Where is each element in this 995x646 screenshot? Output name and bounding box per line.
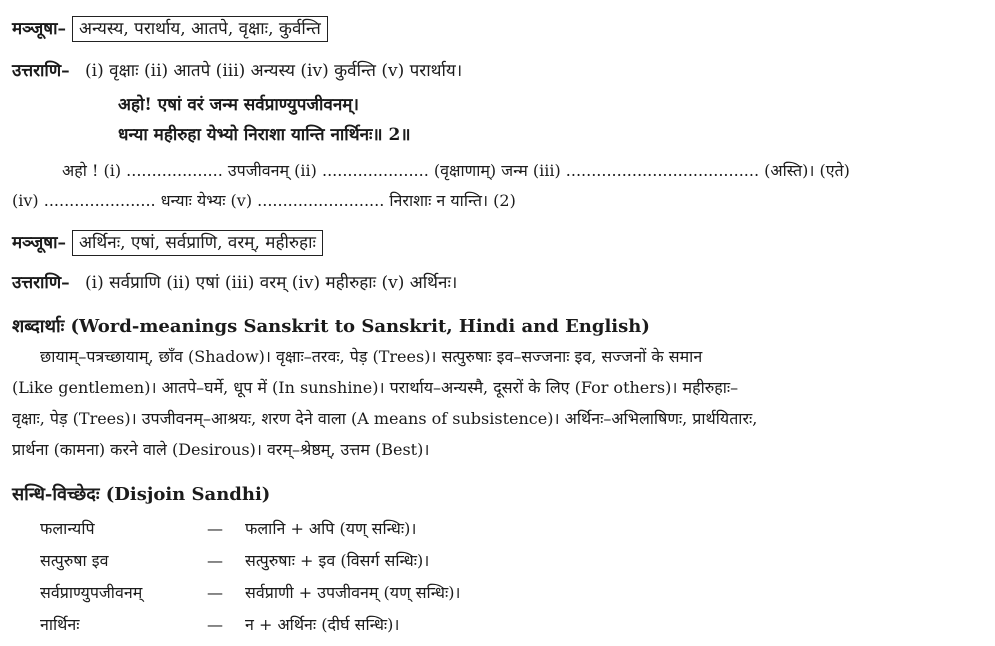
sandhi-split: फलानि + अपि (यण् सन्धिः)। [245,519,417,538]
answers-1-label: उत्तराणि– [12,61,70,81]
sandhi-split: न + अर्थिनः (दीर्घ सन्धिः)। [245,615,400,634]
answers-2-text: (i) सर्वप्राणि (ii) एषां (iii) वरम् (iv) महीरुहाः (v) अर्थिनः। [85,273,458,293]
sandhi-heading: सन्धि-विच्छेदः (Disjoin Sandhi) [12,484,271,505]
sandhi-dash: — [207,583,223,602]
sandhi-word: सर्वप्राण्युपजीवनम् [40,583,143,602]
sandhi-word: नार्थिनः [40,615,80,634]
answers-1-text: (i) वृक्षाः (ii) आतपे (iii) अन्यस्य (iv) कुर्वन्ति (v) परार्थाय। [85,61,463,81]
blank-line-1: अहो ! (i) ................... उपजीवनम् (ii) ..................... (वृक्षाणाम्) जन्म (iii) ...................................... (अस्ति)। (एते) [62,161,850,180]
verse-line-1: अहो! एषां वरं जन्म सर्वप्राण्युपजीवनम्। [118,95,359,115]
sandhi-split: सत्पुरुषाः + इव (विसर्ग सन्धिः)। [245,551,430,570]
manjusha-1-label: मञ्जूषा– [12,19,67,39]
sandhi-dash: — [207,519,223,538]
sandhi-row [40,550,429,572]
verse-line-2: धन्या महीरुहा येभ्यो निराशा यान्ति नार्थिनः॥ 2॥ [118,125,411,145]
sandhi-word: सत्पुरुषा इव [40,551,109,570]
manjusha-2-label: मञ्जूषा– [12,233,67,253]
sandhi-row [40,518,416,540]
sandhi-row [40,614,399,636]
manjusha-2 [12,230,323,256]
manjusha-2-box: अर्थिनः, एषां, सर्वप्राणि, वरम्, महीरुहाः [72,230,323,256]
sandhi-dash: — [207,615,223,634]
word-meanings-heading: शब्दार्थाः (Word-meanings Sanskrit to Sanskrit, Hindi and English) [12,316,650,337]
sandhi-word: फलान्यपि [40,519,95,538]
word-meanings-line-3: वृक्षाः, पेड़ (Trees)। उपजीवनम्–आश्रयः, शरण देने वाला (A means of subsistence)। अर्थिनः–अभिलाषिणः, प्रार्थयितारः, [12,409,758,428]
word-meanings-line-2: (Like gentlemen)। आतपे–घर्मे, धूप में (In sunshine)। परार्थाय–अन्यस्मै, दूसरों के लिए (For others)। महीरुहाः– [12,378,739,397]
word-meanings-line-1: छायाम्–पत्रच्छायाम्, छाँव (Shadow)। वृक्षाः–तरवः, पेड़ (Trees)। सत्पुरुषाः इव–सज्जनाः इव, सज्जनों के समान [40,347,703,366]
answers-2 [12,272,457,294]
answers-2-label: उत्तराणि– [12,273,70,293]
manjusha-1 [12,16,328,42]
answers-1 [12,60,462,82]
sandhi-split: सर्वप्राणी + उपजीवनम् (यण् सन्धिः)। [245,583,461,602]
sandhi-dash: — [207,551,223,570]
word-meanings-line-4: प्रार्थना (कामना) करने वाले (Desirous)। वरम्–श्रेष्ठम्, उत्तम (Best)। [12,440,430,459]
blank-line-2: (iv) ...................... धन्याः येभ्यः (v) ......................... निराशाः न यान्ति। (2) [12,191,516,210]
sandhi-row [40,582,461,604]
manjusha-1-box: अन्यस्य, परार्थाय, आतपे, वृक्षाः, कुर्वन्ति [72,16,328,42]
